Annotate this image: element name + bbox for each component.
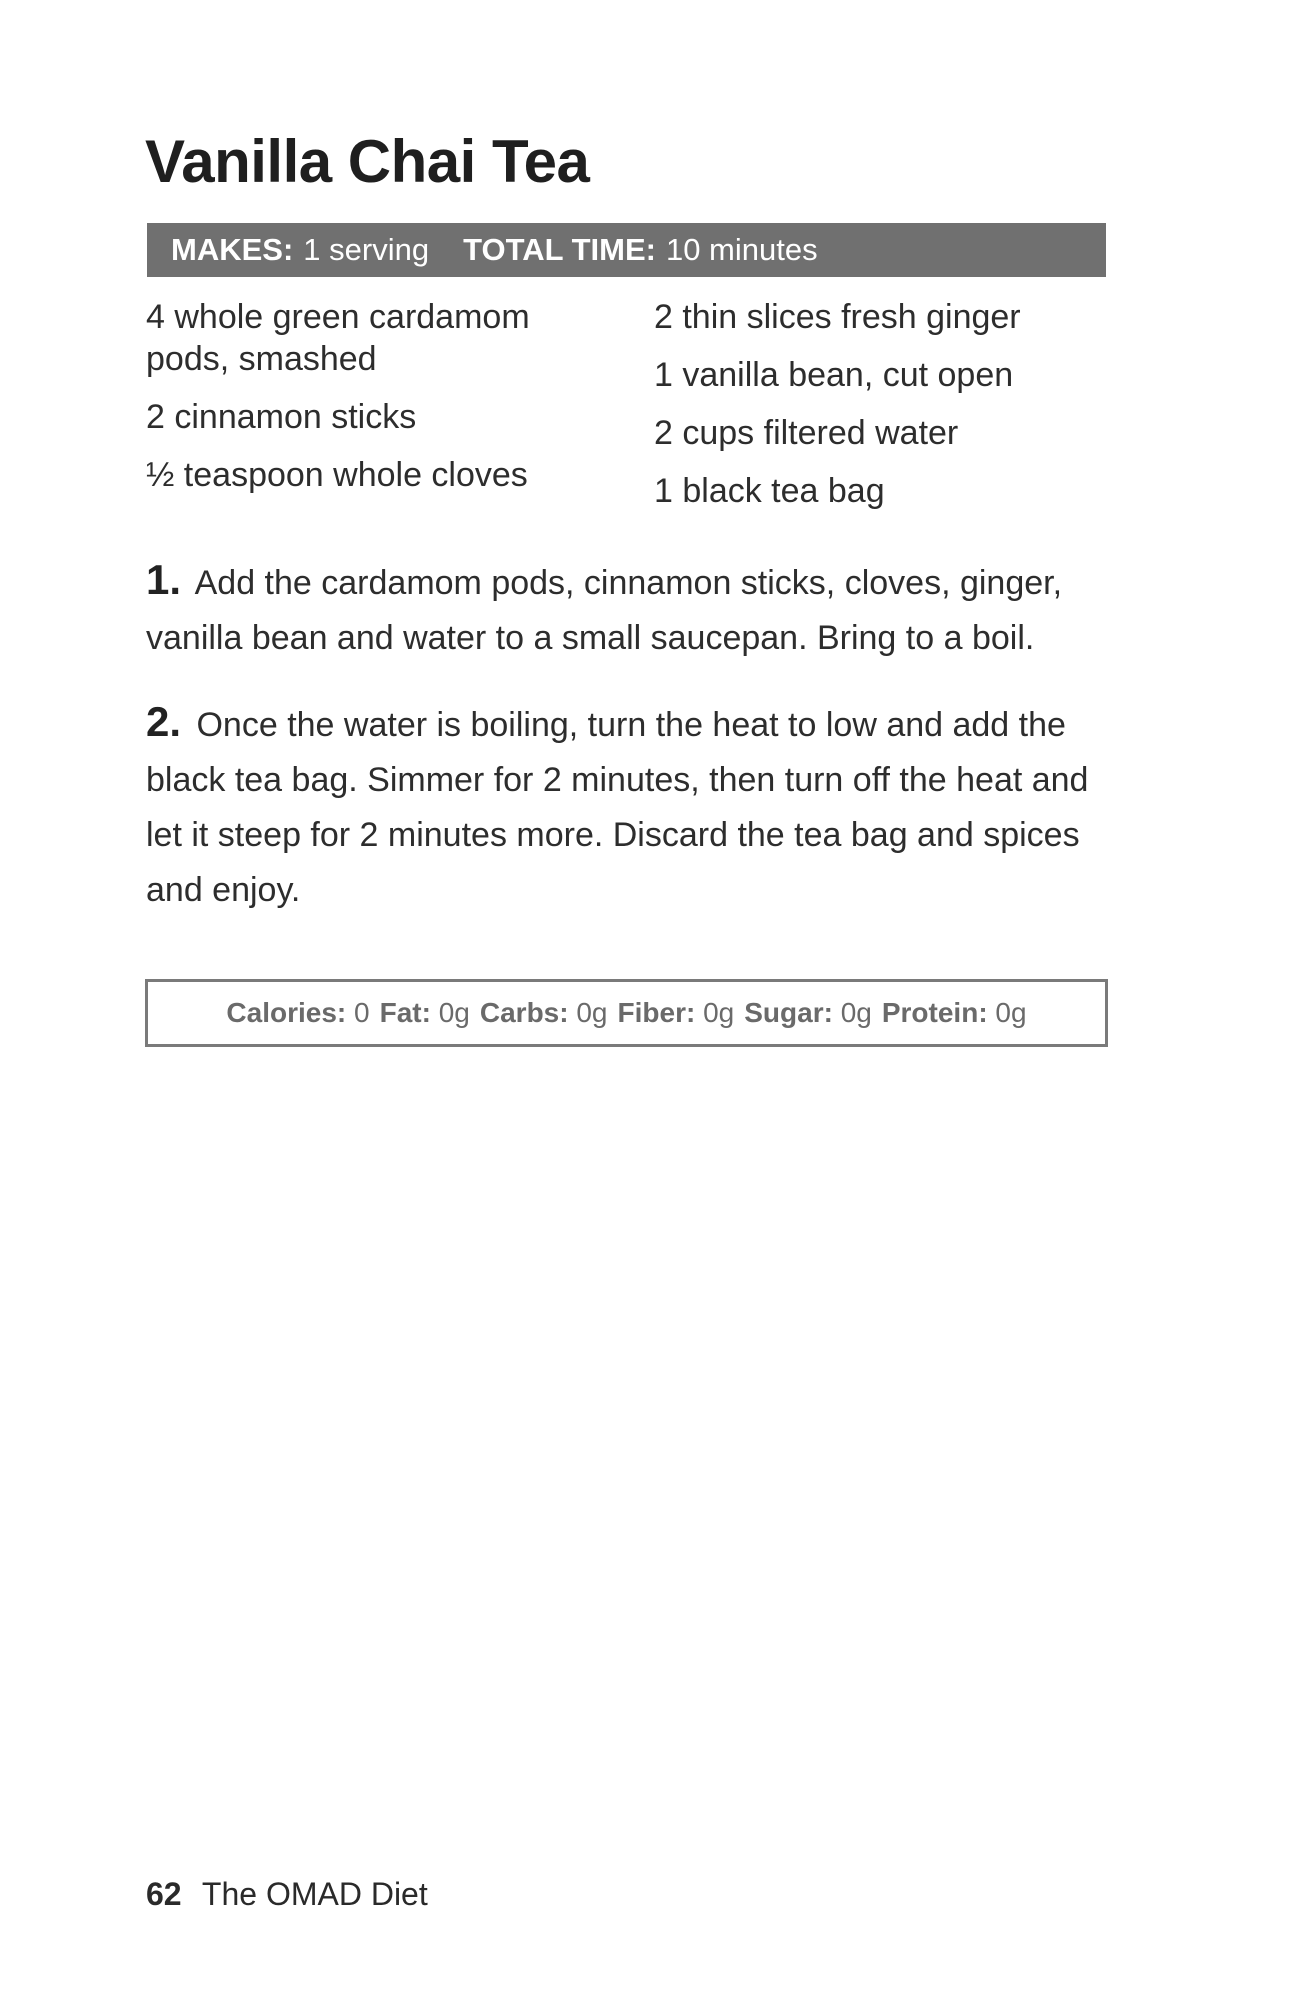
makes-label: MAKES:: [171, 232, 294, 267]
nutrition-value: 0g: [438, 997, 470, 1028]
step-1: [146, 552, 1106, 666]
nutrition-label: Calories:: [226, 997, 347, 1028]
nutrition-calories: [226, 997, 369, 1029]
ingredient-item: ½ teaspoon whole cloves: [146, 456, 528, 494]
nutrition-protein: [882, 997, 1027, 1029]
nutrition-fat: [380, 997, 470, 1029]
total-time-info: [463, 232, 818, 268]
nutrition-sugar: [744, 997, 872, 1029]
ingredients-left-column: [146, 296, 586, 512]
makes-info: [171, 232, 429, 268]
nutrition-label: Protein:: [881, 997, 988, 1028]
ingredient-item: 2 thin slices fresh ginger: [654, 298, 1021, 336]
recipe-title: Vanilla Chai Tea: [145, 128, 590, 195]
recipe-meta-bar: [147, 223, 1106, 277]
total-time-label: TOTAL TIME:: [463, 232, 656, 267]
page-number: 62: [146, 1876, 182, 1912]
step-text: Add the cardamom pods, cinnamon sticks, cloves, ginger, vanilla bean and water to a small saucepan. Bring to a boil.: [146, 564, 1063, 657]
nutrition-label: Fiber:: [617, 997, 696, 1028]
nutrition-value: 0g: [703, 997, 735, 1028]
nutrition-value: 0: [354, 997, 370, 1028]
nutrition-label: Fat:: [379, 997, 431, 1028]
nutrition-label: Sugar:: [744, 997, 833, 1028]
nutrition-fiber: [618, 997, 735, 1029]
step-2: [146, 694, 1106, 918]
step-number: 1.: [146, 556, 182, 603]
ingredient-item: 4 whole green cardamom pods, smashed: [146, 298, 530, 378]
ingredient-item: 2 cinnamon sticks: [146, 398, 417, 436]
nutrition-label: Carbs:: [479, 997, 569, 1028]
total-time-value: 10 minutes: [665, 232, 818, 267]
nutrition-box: [145, 979, 1108, 1047]
ingredient-item: 1 black tea bag: [654, 472, 885, 510]
page-footer: [146, 1876, 428, 1913]
nutrition-value: 0g: [840, 997, 872, 1028]
book-title: The OMAD Diet: [201, 1876, 428, 1912]
step-text: Once the water is boiling, turn the heat to low and add the black tea bag. Simmer for 2 minutes, then turn off the heat and let it steep for 2 minutes more. Discard the tea bag and spices and enjoy.: [146, 706, 1089, 909]
nutrition-value: 0g: [995, 997, 1027, 1028]
ingredient-item: 2 cups filtered water: [654, 414, 959, 452]
nutrition-carbs: [480, 997, 608, 1029]
ingredient-item: 1 vanilla bean, cut open: [654, 356, 1014, 394]
directions-section: [146, 552, 1106, 946]
makes-value: 1 serving: [303, 232, 430, 267]
ingredients-right-column: [654, 296, 1106, 528]
nutrition-value: 0g: [576, 997, 608, 1028]
step-number: 2.: [146, 698, 182, 745]
